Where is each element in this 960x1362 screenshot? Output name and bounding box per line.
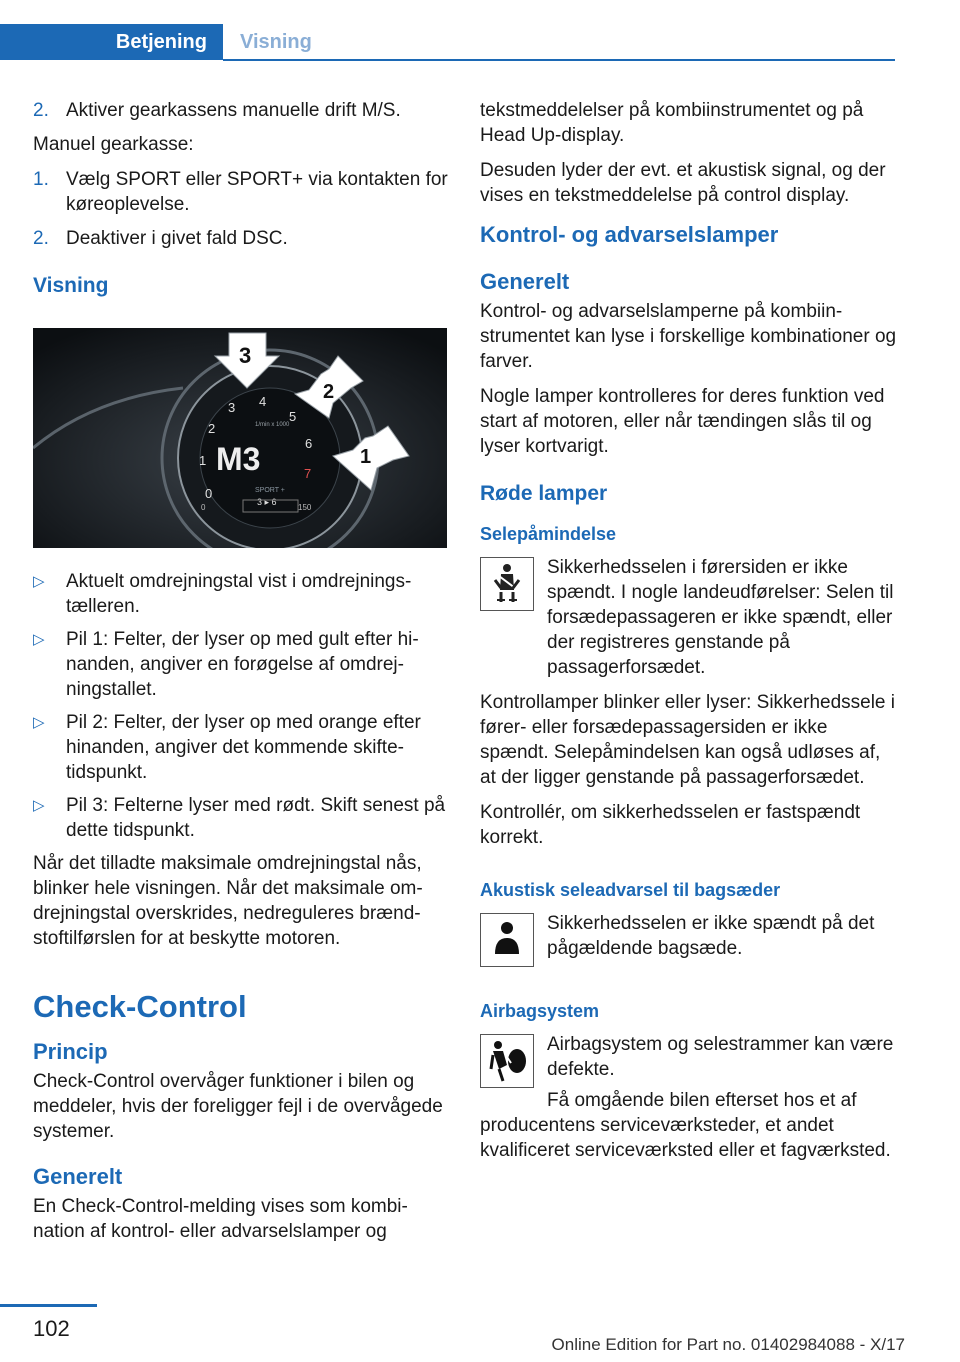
list-text: Pil 1: Felter, der lyser op med gult efter hinanden, angiver en forøgelse af omdrejningstallet. [66, 629, 419, 700]
list-text: Pil 3: Felterne lyser med rødt. Skift senest på dette tidspunkt. [66, 795, 446, 841]
list-item [33, 98, 449, 123]
rpm-unit: 1/min x 1000 [255, 422, 290, 428]
list-item [33, 710, 449, 785]
list-number: 2. [33, 228, 49, 249]
list-text: Deaktiver i givet fald DSC. [66, 228, 288, 249]
desuden-text: Desuden lyder der evt. et akustisk signal, og der vises en tekstmeddelelse på control display. [480, 160, 886, 206]
visning-heading: Visning [33, 274, 109, 297]
bullet-triangle-icon: ▷ [33, 714, 45, 731]
list-item [33, 167, 449, 217]
generelt-heading: Generelt [33, 1164, 123, 1189]
tick-label: 7 [304, 466, 312, 481]
rode-lamper-heading: Røde lamper [480, 482, 608, 505]
header-tabs [0, 24, 895, 62]
check-control-heading: Check-Control [33, 989, 247, 1024]
list-number: 2. [33, 100, 49, 121]
tick-label: 1 [199, 453, 207, 468]
tick-label: 4 [259, 394, 267, 409]
tick-label: 6 [305, 436, 313, 451]
bullet-triangle-icon: ▷ [33, 631, 45, 648]
tachometer-illustration [33, 328, 447, 548]
list-item [33, 226, 449, 251]
list-text: Vælg SPORT eller SPORT+ via kontakten for køreoplevelse. [66, 169, 448, 215]
seatbelt-warning-icon [480, 557, 534, 611]
list-item [33, 793, 449, 843]
list-item [33, 569, 449, 619]
kontrol-heading: Kontrol- og advarselslamper [480, 222, 779, 247]
selepamindelse-heading: Selepåmindelse [480, 524, 617, 544]
generelt-text: En Check-Control-melding vises som kombination af kontrol- eller advarselslamper og [33, 1196, 408, 1242]
list-text: Aktiver gearkassens manuelle drift M/S. [66, 100, 401, 121]
rpm-paragraph: Når det tilladte maksimale omdrejningstal nås, blinker hele visningen. Når det maksimale omdrejningstal overskrides, nedreguleres brændstoftilførslen for at beskytte motoren. [33, 853, 423, 949]
generelt-text: Kontrol- og advarselslamperne på kombiinstrumentet kan lyse i forskellige kombinationer og farver. [480, 301, 897, 372]
tick-label: 3 [228, 400, 236, 415]
rear-seatbelt-icon [480, 913, 534, 967]
tab-visning[interactable]: Visning [240, 31, 312, 53]
list-text: Pil 2: Felter, der lyser op med orange efter hinanden, angiver det kommende skiftetidspunkt. [66, 712, 421, 783]
kontrollamper-text: Kontrollamper blinker eller lyser: Sikkerhedssele i fører- eller forsædepassagersiden er ikke spændt. Selepåmindelsen kan også udløses af, at der ligger genstande på passagerforsædet. [480, 692, 896, 788]
left-column [33, 98, 449, 1254]
manual-label: Manuel gearkasse: [33, 134, 194, 155]
airbag-warning-icon [480, 1034, 534, 1088]
arrow-label: 2 [323, 381, 335, 403]
akustisk-heading: Akustisk seleadvarsel til bagsæder [480, 880, 781, 900]
generelt-heading: Generelt [480, 269, 570, 294]
speed-zero: 0 [201, 503, 206, 512]
tick-label: 5 [289, 409, 297, 424]
airbag-row [480, 1032, 900, 1163]
tick-label: 0 [205, 486, 213, 501]
selepamindelse-text: Sikkerhedsselen i førersiden er ikke spændt. I nogle landeudførelser: Selen til forsædepassageren er ikke spændt, eller der registreres genstande på passagerforsædet. [547, 557, 894, 678]
list-number: 1. [33, 169, 49, 190]
akustisk-text: Sikkerhedsselen er ikke spændt på det pågældende bagsæde. [547, 913, 875, 959]
airbag-text: Airbagsystem og selestrammer kan være defekte. [547, 1034, 894, 1080]
arrow-label: 1 [360, 446, 372, 468]
kontroller-text: Kontrollér, om sikkerhedsselen er fastspændt korrekt. [480, 802, 861, 848]
airbag-heading: Airbagsystem [480, 1001, 600, 1021]
header-rule [223, 59, 895, 61]
bullet-triangle-icon: ▷ [33, 797, 45, 814]
tick-label: 2 [208, 421, 216, 436]
gear-mode-label: M3 [216, 441, 261, 477]
akustisk-row [480, 911, 900, 969]
nogle-text: Nogle lamper kontrolleres for deres funktion ved start af motoren, eller når tændingen slås til og lyser kortvarigt. [480, 386, 885, 457]
sport-label: SPORT + [255, 487, 285, 494]
right-column [480, 98, 900, 1173]
page-number: 102 [33, 1316, 70, 1341]
princip-heading: Princip [33, 1039, 108, 1064]
bullet-triangle-icon: ▷ [33, 573, 45, 590]
edition-note: Online Edition for Part no. 01402984088 - X/17 [551, 1335, 905, 1354]
tab-betjening[interactable]: Betjening [0, 24, 223, 60]
gear-indicator: 3 ▸ 6 [257, 497, 277, 507]
selepamindelse-row [480, 555, 900, 680]
speed-max: 150 [298, 503, 312, 512]
continuation-text: tekstmeddelelser på kombiinstrumentet og på Head Up-display. [480, 100, 864, 146]
princip-text: Check-Control overvåger funktioner i bilen og meddeler, hvis der foreligger fejl i de overvågede systemer. [33, 1071, 443, 1142]
footer-rule [0, 1304, 97, 1307]
list-text: Aktuelt omdrejningstal vist i omdrejningstælleren. [66, 571, 412, 617]
airbag-text-2: Få omgående bilen efterset hos et af producentens serviceværksteder, et andet kvalificeret serviceværksted eller et fagværksted. [480, 1090, 891, 1161]
list-item [33, 627, 449, 702]
arrow-label: 3 [239, 343, 252, 368]
